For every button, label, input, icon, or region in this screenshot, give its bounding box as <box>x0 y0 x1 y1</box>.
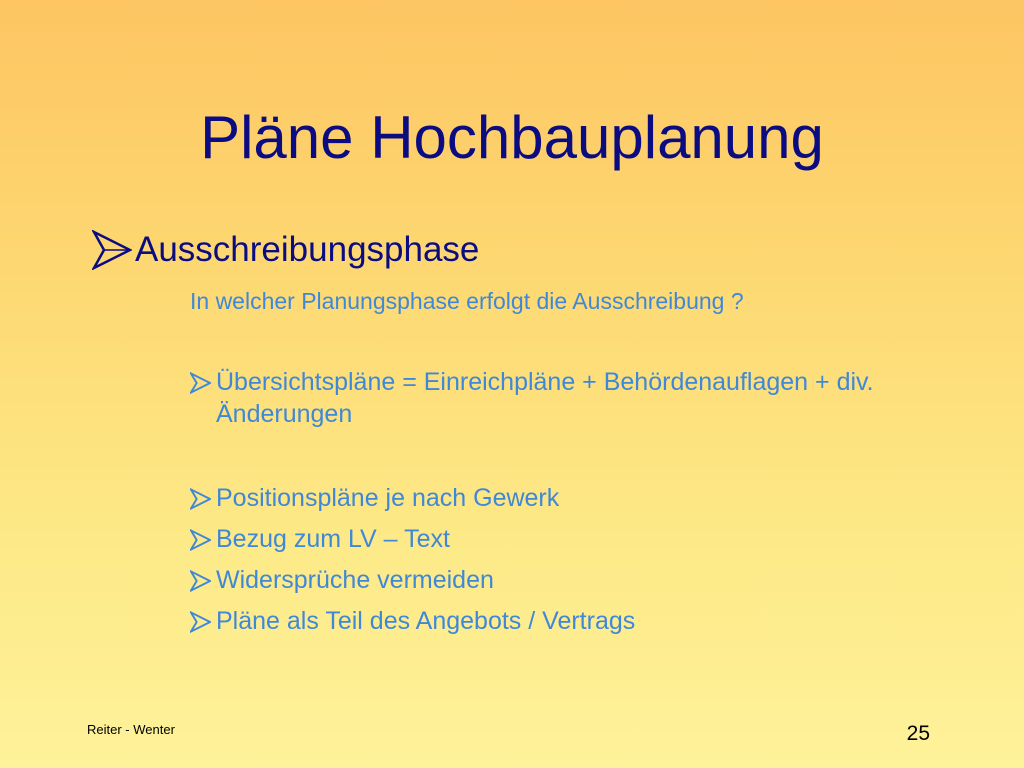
arrow-bullet-icon <box>190 611 211 633</box>
arrow-bullet-icon <box>190 488 211 510</box>
bullet-item <box>190 366 936 430</box>
slide-title: Pläne Hochbauplanung <box>200 104 824 171</box>
bullet-text: Pläne als Teil des Angebots / Vertrags <box>216 607 636 635</box>
heading-text: Ausschreibungsphase <box>135 230 480 269</box>
bullet-text: Bezug zum LV – Text <box>216 525 450 553</box>
bullet-text: Positionspläne je nach Gewerk <box>216 484 560 512</box>
bullet-item <box>190 605 936 637</box>
bullet-text: Widersprüche vermeiden <box>216 566 494 594</box>
arrow-bullet-icon <box>190 529 211 551</box>
bullet-item <box>190 482 936 514</box>
heading-bullet <box>92 222 479 278</box>
bullet-item <box>190 564 936 596</box>
question-text: In welcher Planungsphase erfolgt die Ausschreibung ? <box>190 288 744 314</box>
bullet-text: Übersichtspläne = Einreichpläne + Behördenauflagen + div. Änderungen <box>216 368 874 428</box>
bullet-item <box>190 523 936 555</box>
page-number: 25 <box>906 722 930 745</box>
arrow-bullet-icon <box>190 570 211 592</box>
arrow-bullet-icon <box>190 372 211 394</box>
footer-author: Reiter - Wenter <box>87 722 175 737</box>
arrow-bullet-icon <box>92 230 132 270</box>
